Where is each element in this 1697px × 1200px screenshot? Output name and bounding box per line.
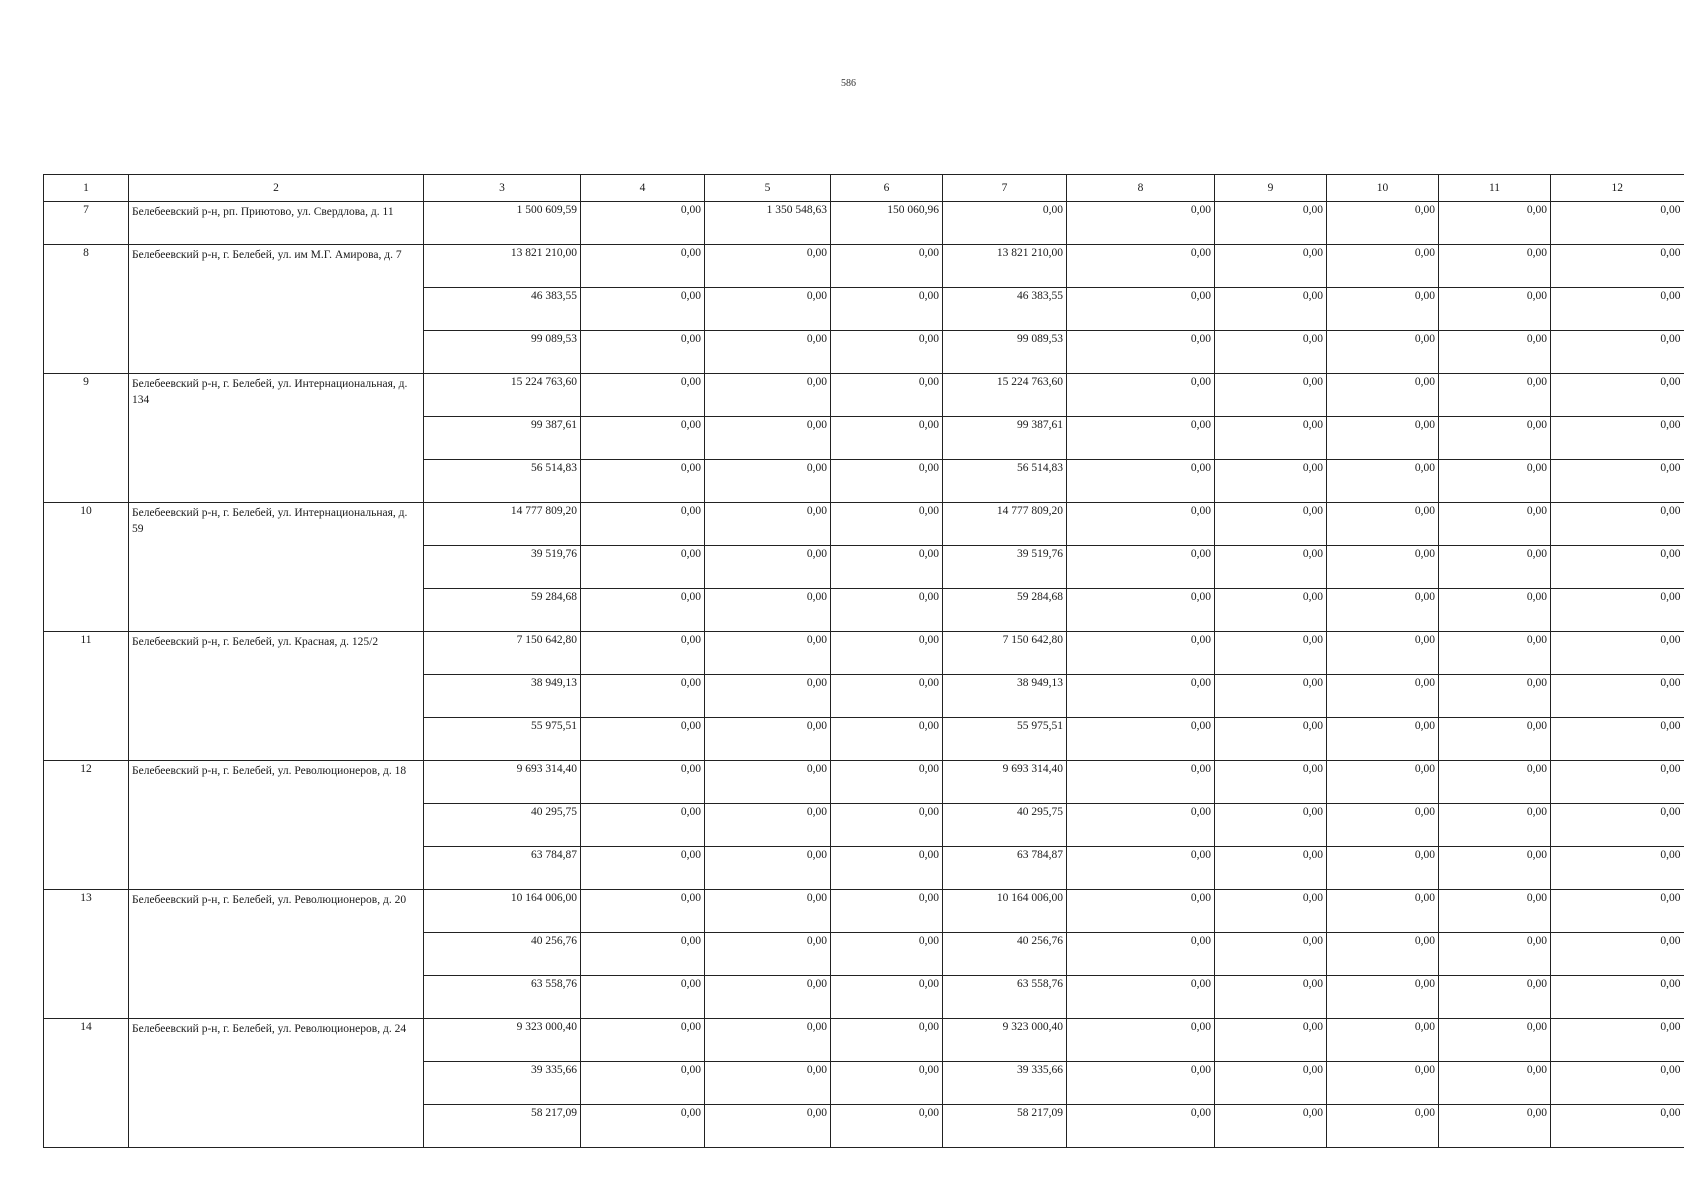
value-cell-col-10: 0,00 [1327, 202, 1439, 245]
row-number: 10 [44, 503, 129, 632]
value-cell-col-10: 0,00 [1327, 976, 1439, 1019]
value-cell-col-4: 0,00 [581, 460, 705, 503]
value-cell-col-12: 0,00 [1551, 589, 1684, 632]
value-cell-col-10: 0,00 [1327, 632, 1439, 675]
value-cell-col-5: 1 350 548,63 [705, 202, 831, 245]
table-row [44, 890, 1684, 933]
value-cell-col-4: 0,00 [581, 1105, 705, 1148]
value-cell-col-10: 0,00 [1327, 1105, 1439, 1148]
value-cell-col-6: 0,00 [831, 632, 943, 675]
value-cell-col-8: 0,00 [1067, 245, 1215, 288]
value-cell-col-4: 0,00 [581, 847, 705, 890]
value-cell-col-12: 0,00 [1551, 847, 1684, 890]
value-cell-col-9: 0,00 [1215, 675, 1327, 718]
value-cell-col-4: 0,00 [581, 589, 705, 632]
value-cell-col-4: 0,00 [581, 417, 705, 460]
value-cell-col-10: 0,00 [1327, 374, 1439, 417]
column-header-3: 3 [424, 175, 581, 202]
value-cell-col-9: 0,00 [1215, 718, 1327, 761]
value-cell-col-9: 0,00 [1215, 847, 1327, 890]
value-cell-col-8: 0,00 [1067, 331, 1215, 374]
value-cell-col-8: 0,00 [1067, 675, 1215, 718]
value-cell-col-8: 0,00 [1067, 589, 1215, 632]
value-cell-col-5: 0,00 [705, 675, 831, 718]
value-cell-col-7: 15 224 763,60 [943, 374, 1067, 417]
value-cell-col-7: 0,00 [943, 202, 1067, 245]
value-cell-col-11: 0,00 [1439, 1019, 1551, 1062]
column-header-4: 4 [581, 175, 705, 202]
value-cell-col-3: 39 335,66 [424, 1062, 581, 1105]
table-row [44, 1019, 1684, 1062]
value-cell-col-12: 0,00 [1551, 245, 1684, 288]
row-number: 12 [44, 761, 129, 890]
value-cell-col-5: 0,00 [705, 804, 831, 847]
column-header-12: 12 [1551, 175, 1684, 202]
value-cell-col-3: 59 284,68 [424, 589, 581, 632]
value-cell-col-8: 0,00 [1067, 1105, 1215, 1148]
row-number: 14 [44, 1019, 129, 1148]
value-cell-col-9: 0,00 [1215, 761, 1327, 804]
value-cell-col-3: 38 949,13 [424, 675, 581, 718]
value-cell-col-3: 1 500 609,59 [424, 202, 581, 245]
value-cell-col-12: 0,00 [1551, 288, 1684, 331]
value-cell-col-5: 0,00 [705, 374, 831, 417]
value-cell-col-12: 0,00 [1551, 202, 1684, 245]
value-cell-col-5: 0,00 [705, 331, 831, 374]
value-cell-col-7: 63 558,76 [943, 976, 1067, 1019]
value-cell-col-3: 63 784,87 [424, 847, 581, 890]
value-cell-col-4: 0,00 [581, 331, 705, 374]
address-cell: Белебеевский р-н, г. Белебей, ул. Революционеров, д. 24 [129, 1019, 424, 1148]
value-cell-col-4: 0,00 [581, 1019, 705, 1062]
value-cell-col-11: 0,00 [1439, 761, 1551, 804]
value-cell-col-9: 0,00 [1215, 804, 1327, 847]
column-header-7: 7 [943, 175, 1067, 202]
column-header-8: 8 [1067, 175, 1215, 202]
table-body [44, 202, 1684, 1148]
value-cell-col-3: 46 383,55 [424, 288, 581, 331]
address-cell: Белебеевский р-н, г. Белебей, ул. Интернациональная, д. 59 [129, 503, 424, 632]
value-cell-col-7: 38 949,13 [943, 675, 1067, 718]
value-cell-col-12: 0,00 [1551, 503, 1684, 546]
value-cell-col-12: 0,00 [1551, 1019, 1684, 1062]
column-header-1: 1 [44, 175, 129, 202]
value-cell-col-5: 0,00 [705, 761, 831, 804]
value-cell-col-3: 99 089,53 [424, 331, 581, 374]
value-cell-col-6: 0,00 [831, 976, 943, 1019]
value-cell-col-3: 63 558,76 [424, 976, 581, 1019]
value-cell-col-11: 0,00 [1439, 245, 1551, 288]
column-header-6: 6 [831, 175, 943, 202]
value-cell-col-4: 0,00 [581, 890, 705, 933]
row-number: 11 [44, 632, 129, 761]
value-cell-col-5: 0,00 [705, 1019, 831, 1062]
value-cell-col-6: 0,00 [831, 460, 943, 503]
value-cell-col-11: 0,00 [1439, 589, 1551, 632]
value-cell-col-7: 39 335,66 [943, 1062, 1067, 1105]
value-cell-col-10: 0,00 [1327, 804, 1439, 847]
value-cell-col-5: 0,00 [705, 589, 831, 632]
value-cell-col-12: 0,00 [1551, 417, 1684, 460]
address-cell: Белебеевский р-н, г. Белебей, ул. Интернациональная, д. 134 [129, 374, 424, 503]
value-cell-col-6: 0,00 [831, 890, 943, 933]
value-cell-col-4: 0,00 [581, 503, 705, 546]
value-cell-col-12: 0,00 [1551, 933, 1684, 976]
value-cell-col-3: 14 777 809,20 [424, 503, 581, 546]
value-cell-col-8: 0,00 [1067, 718, 1215, 761]
value-cell-col-4: 0,00 [581, 288, 705, 331]
table-row [44, 245, 1684, 288]
row-number: 7 [44, 202, 129, 245]
value-cell-col-8: 0,00 [1067, 1019, 1215, 1062]
value-cell-col-8: 0,00 [1067, 632, 1215, 675]
value-cell-col-5: 0,00 [705, 417, 831, 460]
value-cell-col-9: 0,00 [1215, 546, 1327, 589]
value-cell-col-10: 0,00 [1327, 1062, 1439, 1105]
value-cell-col-6: 0,00 [831, 1019, 943, 1062]
value-cell-col-11: 0,00 [1439, 503, 1551, 546]
value-cell-col-8: 0,00 [1067, 288, 1215, 331]
address-cell: Белебеевский р-н, г. Белебей, ул. Красная, д. 125/2 [129, 632, 424, 761]
value-cell-col-8: 0,00 [1067, 460, 1215, 503]
table-row [44, 503, 1684, 546]
value-cell-col-3: 40 256,76 [424, 933, 581, 976]
value-cell-col-7: 10 164 006,00 [943, 890, 1067, 933]
value-cell-col-9: 0,00 [1215, 933, 1327, 976]
value-cell-col-8: 0,00 [1067, 546, 1215, 589]
address-cell: Белебеевский р-н, г. Белебей, ул. Революционеров, д. 18 [129, 761, 424, 890]
value-cell-col-6: 0,00 [831, 331, 943, 374]
value-cell-col-11: 0,00 [1439, 1105, 1551, 1148]
row-number: 13 [44, 890, 129, 1019]
value-cell-col-10: 0,00 [1327, 589, 1439, 632]
value-cell-col-5: 0,00 [705, 288, 831, 331]
value-cell-col-10: 0,00 [1327, 460, 1439, 503]
page-number: 586 [841, 78, 856, 89]
value-cell-col-3: 40 295,75 [424, 804, 581, 847]
value-cell-col-9: 0,00 [1215, 632, 1327, 675]
value-cell-col-9: 0,00 [1215, 374, 1327, 417]
value-cell-col-7: 40 295,75 [943, 804, 1067, 847]
value-cell-col-8: 0,00 [1067, 417, 1215, 460]
value-cell-col-12: 0,00 [1551, 1105, 1684, 1148]
value-cell-col-11: 0,00 [1439, 847, 1551, 890]
value-cell-col-8: 0,00 [1067, 202, 1215, 245]
table-header-row [44, 175, 1684, 202]
value-cell-col-7: 7 150 642,80 [943, 632, 1067, 675]
value-cell-col-4: 0,00 [581, 718, 705, 761]
value-cell-col-9: 0,00 [1215, 589, 1327, 632]
value-cell-col-7: 63 784,87 [943, 847, 1067, 890]
value-cell-col-5: 0,00 [705, 933, 831, 976]
value-cell-col-7: 99 089,53 [943, 331, 1067, 374]
value-cell-col-6: 0,00 [831, 675, 943, 718]
value-cell-col-11: 0,00 [1439, 288, 1551, 331]
value-cell-col-12: 0,00 [1551, 761, 1684, 804]
value-cell-col-6: 0,00 [831, 245, 943, 288]
value-cell-col-5: 0,00 [705, 460, 831, 503]
value-cell-col-7: 9 693 314,40 [943, 761, 1067, 804]
value-cell-col-8: 0,00 [1067, 933, 1215, 976]
value-cell-col-4: 0,00 [581, 976, 705, 1019]
value-cell-col-7: 99 387,61 [943, 417, 1067, 460]
value-cell-col-9: 0,00 [1215, 288, 1327, 331]
value-cell-col-11: 0,00 [1439, 976, 1551, 1019]
value-cell-col-4: 0,00 [581, 675, 705, 718]
value-cell-col-3: 39 519,76 [424, 546, 581, 589]
column-header-5: 5 [705, 175, 831, 202]
value-cell-col-6: 0,00 [831, 374, 943, 417]
value-cell-col-9: 0,00 [1215, 976, 1327, 1019]
value-cell-col-3: 7 150 642,80 [424, 632, 581, 675]
value-cell-col-5: 0,00 [705, 1062, 831, 1105]
value-cell-col-10: 0,00 [1327, 245, 1439, 288]
value-cell-col-7: 39 519,76 [943, 546, 1067, 589]
value-cell-col-3: 15 224 763,60 [424, 374, 581, 417]
value-cell-col-8: 0,00 [1067, 890, 1215, 933]
value-cell-col-6: 0,00 [831, 546, 943, 589]
value-cell-col-12: 0,00 [1551, 546, 1684, 589]
value-cell-col-6: 0,00 [831, 1062, 943, 1105]
value-cell-col-3: 56 514,83 [424, 460, 581, 503]
table-row [44, 374, 1684, 417]
value-cell-col-6: 0,00 [831, 1105, 943, 1148]
row-number: 8 [44, 245, 129, 374]
value-cell-col-4: 0,00 [581, 245, 705, 288]
value-cell-col-12: 0,00 [1551, 890, 1684, 933]
value-cell-col-10: 0,00 [1327, 718, 1439, 761]
value-cell-col-6: 0,00 [831, 589, 943, 632]
value-cell-col-11: 0,00 [1439, 675, 1551, 718]
value-cell-col-11: 0,00 [1439, 460, 1551, 503]
value-cell-col-3: 10 164 006,00 [424, 890, 581, 933]
value-cell-col-3: 13 821 210,00 [424, 245, 581, 288]
value-cell-col-9: 0,00 [1215, 460, 1327, 503]
value-cell-col-9: 0,00 [1215, 417, 1327, 460]
value-cell-col-3: 99 387,61 [424, 417, 581, 460]
value-cell-col-5: 0,00 [705, 1105, 831, 1148]
value-cell-col-7: 9 323 000,40 [943, 1019, 1067, 1062]
value-cell-col-11: 0,00 [1439, 632, 1551, 675]
value-cell-col-6: 0,00 [831, 804, 943, 847]
address-cell: Белебеевский р-н, г. Белебей, ул. им М.Г. Амирова, д. 7 [129, 245, 424, 374]
value-cell-col-9: 0,00 [1215, 890, 1327, 933]
value-cell-col-8: 0,00 [1067, 804, 1215, 847]
value-cell-col-11: 0,00 [1439, 546, 1551, 589]
column-header-10: 10 [1327, 175, 1439, 202]
value-cell-col-10: 0,00 [1327, 503, 1439, 546]
value-cell-col-12: 0,00 [1551, 632, 1684, 675]
value-cell-col-5: 0,00 [705, 890, 831, 933]
value-cell-col-5: 0,00 [705, 976, 831, 1019]
value-cell-col-3: 9 693 314,40 [424, 761, 581, 804]
value-cell-col-4: 0,00 [581, 374, 705, 417]
column-header-11: 11 [1439, 175, 1551, 202]
value-cell-col-10: 0,00 [1327, 1019, 1439, 1062]
value-cell-col-11: 0,00 [1439, 890, 1551, 933]
value-cell-col-4: 0,00 [581, 202, 705, 245]
value-cell-col-10: 0,00 [1327, 890, 1439, 933]
value-cell-col-11: 0,00 [1439, 1062, 1551, 1105]
value-cell-col-5: 0,00 [705, 503, 831, 546]
column-header-9: 9 [1215, 175, 1327, 202]
value-cell-col-5: 0,00 [705, 546, 831, 589]
value-cell-col-7: 40 256,76 [943, 933, 1067, 976]
value-cell-col-6: 0,00 [831, 503, 943, 546]
value-cell-col-7: 56 514,83 [943, 460, 1067, 503]
value-cell-col-10: 0,00 [1327, 417, 1439, 460]
value-cell-col-11: 0,00 [1439, 374, 1551, 417]
value-cell-col-7: 14 777 809,20 [943, 503, 1067, 546]
column-header-2: 2 [129, 175, 424, 202]
value-cell-col-4: 0,00 [581, 761, 705, 804]
value-cell-col-6: 0,00 [831, 847, 943, 890]
value-cell-col-3: 55 975,51 [424, 718, 581, 761]
value-cell-col-11: 0,00 [1439, 804, 1551, 847]
address-cell: Белебеевский р-н, г. Белебей, ул. Революционеров, д. 20 [129, 890, 424, 1019]
value-cell-col-9: 0,00 [1215, 331, 1327, 374]
value-cell-col-12: 0,00 [1551, 976, 1684, 1019]
value-cell-col-9: 0,00 [1215, 245, 1327, 288]
value-cell-col-4: 0,00 [581, 546, 705, 589]
value-cell-col-12: 0,00 [1551, 675, 1684, 718]
value-cell-col-6: 0,00 [831, 718, 943, 761]
value-cell-col-3: 58 217,09 [424, 1105, 581, 1148]
value-cell-col-6: 0,00 [831, 761, 943, 804]
value-cell-col-6: 0,00 [831, 417, 943, 460]
value-cell-col-8: 0,00 [1067, 1062, 1215, 1105]
value-cell-col-10: 0,00 [1327, 331, 1439, 374]
row-number: 9 [44, 374, 129, 503]
value-cell-col-6: 0,00 [831, 288, 943, 331]
value-cell-col-9: 0,00 [1215, 503, 1327, 546]
value-cell-col-11: 0,00 [1439, 933, 1551, 976]
value-cell-col-8: 0,00 [1067, 374, 1215, 417]
value-cell-col-9: 0,00 [1215, 202, 1327, 245]
value-cell-col-12: 0,00 [1551, 460, 1684, 503]
value-cell-col-7: 13 821 210,00 [943, 245, 1067, 288]
table-row [44, 202, 1684, 245]
value-cell-col-8: 0,00 [1067, 503, 1215, 546]
value-cell-col-8: 0,00 [1067, 976, 1215, 1019]
value-cell-col-10: 0,00 [1327, 847, 1439, 890]
value-cell-col-12: 0,00 [1551, 331, 1684, 374]
value-cell-col-10: 0,00 [1327, 675, 1439, 718]
value-cell-col-12: 0,00 [1551, 718, 1684, 761]
value-cell-col-7: 59 284,68 [943, 589, 1067, 632]
value-cell-col-9: 0,00 [1215, 1062, 1327, 1105]
value-cell-col-3: 9 323 000,40 [424, 1019, 581, 1062]
value-cell-col-10: 0,00 [1327, 546, 1439, 589]
value-cell-col-5: 0,00 [705, 632, 831, 675]
value-cell-col-12: 0,00 [1551, 374, 1684, 417]
value-cell-col-11: 0,00 [1439, 331, 1551, 374]
value-cell-col-11: 0,00 [1439, 202, 1551, 245]
table-row [44, 632, 1684, 675]
value-cell-col-5: 0,00 [705, 847, 831, 890]
data-table [43, 174, 1684, 1148]
value-cell-col-11: 0,00 [1439, 417, 1551, 460]
value-cell-col-6: 0,00 [831, 933, 943, 976]
value-cell-col-5: 0,00 [705, 245, 831, 288]
address-cell: Белебеевский р-н, рп. Приютово, ул. Свердлова, д. 11 [129, 202, 424, 245]
value-cell-col-8: 0,00 [1067, 847, 1215, 890]
value-cell-col-12: 0,00 [1551, 804, 1684, 847]
value-cell-col-4: 0,00 [581, 933, 705, 976]
value-cell-col-9: 0,00 [1215, 1105, 1327, 1148]
value-cell-col-11: 0,00 [1439, 718, 1551, 761]
value-cell-col-7: 46 383,55 [943, 288, 1067, 331]
value-cell-col-5: 0,00 [705, 718, 831, 761]
value-cell-col-4: 0,00 [581, 804, 705, 847]
value-cell-col-6: 150 060,96 [831, 202, 943, 245]
value-cell-col-12: 0,00 [1551, 1062, 1684, 1105]
value-cell-col-10: 0,00 [1327, 761, 1439, 804]
value-cell-col-4: 0,00 [581, 632, 705, 675]
value-cell-col-7: 58 217,09 [943, 1105, 1067, 1148]
value-cell-col-10: 0,00 [1327, 288, 1439, 331]
value-cell-col-9: 0,00 [1215, 1019, 1327, 1062]
value-cell-col-10: 0,00 [1327, 933, 1439, 976]
value-cell-col-4: 0,00 [581, 1062, 705, 1105]
table-row [44, 761, 1684, 804]
value-cell-col-8: 0,00 [1067, 761, 1215, 804]
value-cell-col-7: 55 975,51 [943, 718, 1067, 761]
